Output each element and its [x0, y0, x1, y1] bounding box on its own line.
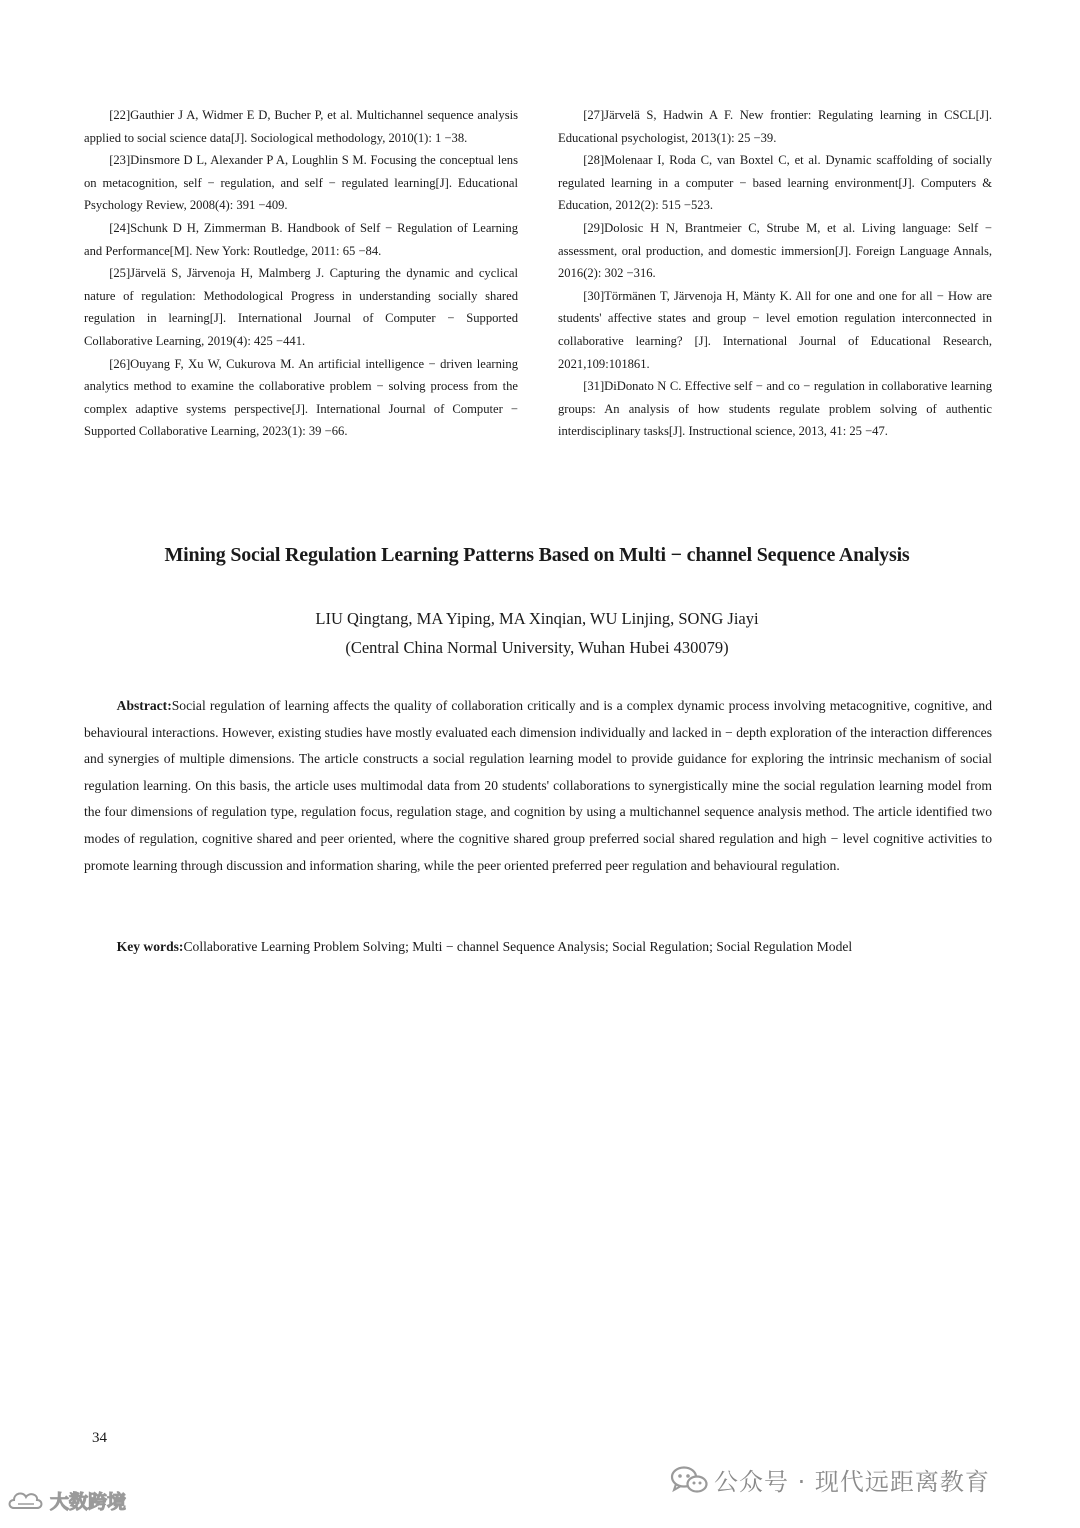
reference-item: [84, 217, 518, 262]
reference-text: DiDonato N C. Effective self − and co − regulation in collaborative learning groups: An analysis of how students regulate problem solving of authentic interdisciplinary tasks[J]. Instructional science, 2013, 41: 25 −47.: [558, 379, 992, 439]
reference-label: [27]: [583, 108, 605, 122]
reference-label: [23]: [109, 153, 131, 168]
reference-label: [22]: [109, 108, 131, 122]
references-right-column: [558, 104, 992, 443]
reference-item: [558, 375, 992, 443]
reference-label: [28]: [583, 153, 605, 168]
reference-item: [84, 262, 518, 352]
wechat-icon: [670, 1465, 708, 1495]
reference-text: Järvelä S, Järvenoja H, Malmberg J. Capturing the dynamic and cyclical nature of regulation: Methodological Progress in understanding socially shared regulation in learning[J]. International Journal of Computer − Supported Collaborative Learning, 2019(4): 425 −441.: [84, 266, 518, 348]
corner-watermark: [6, 1486, 126, 1514]
keywords-label: Key words:: [116, 939, 184, 954]
article-title: Mining Social Regulation Learning Patterns Based on Multi − channel Sequence Analysis: [164, 544, 910, 566]
cloud-logo-icon: [6, 1486, 46, 1514]
reference-text: Schunk D H, Zimmerman B. Handbook of Self − Regulation of Learning and Performance[M]. New York: Routledge, 2011: 65 −84.: [84, 220, 518, 258]
reference-text: Dinsmore D L, Alexander P A, Loughlin S M. Focusing the conceptual lens on metacognition, self − regulation, and self − regulated learning[J]. Educational Psychology Review, 2008(4): 391 −409.: [84, 153, 518, 213]
reference-item: [84, 353, 518, 443]
reference-label: [30]: [583, 288, 605, 303]
reference-label: [31]: [583, 379, 605, 394]
reference-text: Ouyang F, Xu W, Cukurova M. An artificial intelligence − driven learning analytics method to examine the collaborative problem − solving process from the complex adaptive systems perspective[J]. International Journal of Computer − Supported Collaborative Learning, 2023(1): 39 −66.: [84, 356, 518, 439]
reference-label: [24]: [109, 220, 131, 235]
reference-label: [26]: [109, 356, 131, 371]
watermark-text: 公众号 · 现代远距离教育: [714, 1468, 990, 1496]
reference-text: Molenaar I, Roda C, van Boxtel C, et al. Dynamic scaffolding of socially regulated learning in a computer − based learning environment[J]. Computers & Education, 2012(2): 515 −523.: [558, 153, 992, 213]
reference-item: [84, 104, 518, 149]
reference-label: [29]: [583, 220, 605, 235]
reference-item: [558, 149, 992, 217]
article-authors: LIU Qingtang, MA Yiping, MA Xinqian, WU Linjing, SONG Jiayi: [315, 609, 759, 628]
reference-text: Dolosic H N, Brantmeier C, Strube M, et al. Living language: Self − assessment, oral production, and domestic immersion[J]. Foreign Language Annals, 2016(2): 302 −316.: [558, 220, 992, 281]
article-affiliation: (Central China Normal University, Wuhan Hubei 430079): [345, 638, 729, 657]
references-section: [84, 104, 992, 443]
reference-item: [84, 149, 518, 217]
references-left-column: [84, 104, 518, 443]
abstract-label: Abstract:: [116, 698, 172, 713]
reference-item: [558, 285, 992, 375]
reference-label: [25]: [109, 266, 131, 281]
reference-item: [558, 104, 992, 149]
reference-text: Gauthier J A, Widmer E D, Bucher P, et al. Multichannel sequence analysis applied to social science data[J]. Sociological methodology, 2010(1): 1 −38.: [84, 108, 518, 145]
keywords-text: Collaborative Learning Problem Solving; Multi − channel Sequence Analysis; Social Regulation; Social Regulation Model: [183, 939, 853, 954]
keywords-paragraph: [84, 934, 992, 960]
reference-text: Järvelä S, Hadwin A F. New frontier: Regulating learning in CSCL[J]. Educational psychologist, 2013(1): 25 −39.: [558, 108, 992, 145]
page-number: 34: [92, 1430, 107, 1446]
corner-text: 大数跨境: [50, 1490, 127, 1513]
reference-text: Törmänen T, Järvenoja H, Mänty K. All for one and one for all − How are students' affective states and group − level emotion regulation interconnected in collaborative learning? [J]. International Journal of Educational Research, 2021,109:101861.: [558, 288, 992, 371]
reference-item: [558, 217, 992, 285]
abstract-text: Social regulation of learning affects the quality of collaboration critically and is a complex dynamic process involving metacognitive, cognitive, and behavioural interactions. However, existing studies have mostly evaluated each dimension individually and lacked in − depth exploration of the interaction differences and synergies of multiple dimensions. The article constructs a social regulation learning model to provide guidance for exploring the intrinsic mechanism of social regulation learning. On this basis, the article uses multimodal data from 20 students' collaborations to synergistically mine the social regulation learning model from the four dimensions of regulation type, regulation focus, regulation stage, and cognition by using a multichannel sequence analysis method. The article identified two modes of regulation, cognitive shared and peer oriented, where the cognitive shared group preferred social shared regulation and high − level cognitive activities to promote learning through discussion and information sharing, while the peer oriented preferred peer regulation and behavioural regulation.: [84, 698, 992, 873]
wechat-watermark: [670, 1462, 990, 1497]
abstract-paragraph: [84, 693, 992, 879]
